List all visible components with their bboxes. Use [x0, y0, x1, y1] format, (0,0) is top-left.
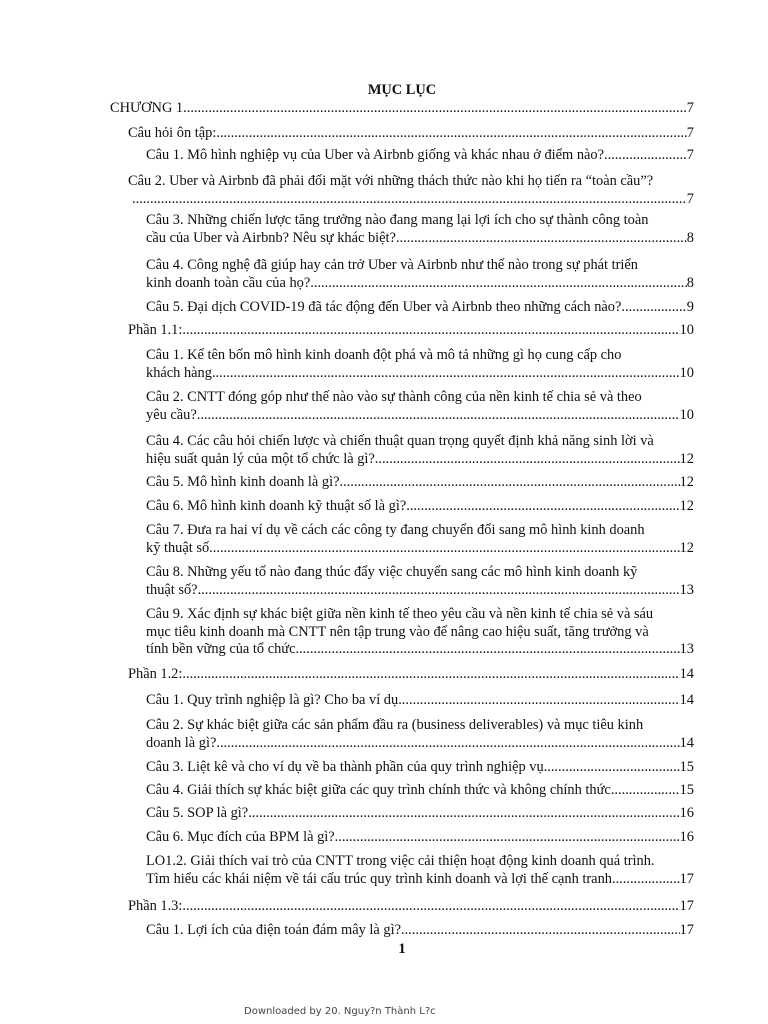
toc-entry-leader-line	[146, 275, 694, 293]
toc-entry[interactable]	[146, 717, 694, 752]
toc-entry-leader-line	[146, 829, 694, 847]
dot-leader	[198, 582, 680, 600]
toc-entry[interactable]	[146, 853, 694, 888]
toc-entry-page: 9	[686, 299, 694, 315]
dot-leader	[611, 782, 680, 800]
toc-entry[interactable]	[146, 692, 694, 710]
toc-entry-label: doanh là gì?	[146, 734, 217, 751]
toc-entry-page: 14	[679, 692, 694, 708]
toc-entry[interactable]	[128, 125, 694, 143]
toc-entry-label: Tìm hiểu các khái niệm về tái cấu trúc quy trình kinh doanh và lợi thế cạnh tranh	[146, 870, 612, 887]
download-footer: Downloaded by 20. Nguy?n Thành L?c	[244, 1006, 436, 1017]
toc-entry-page: 12	[679, 498, 694, 514]
toc-entry[interactable]	[128, 322, 694, 340]
toc-entry-text: LO1.2. Giải thích vai trò của CNTT trong việc cải thiện hoạt động kinh doanh quá trình.	[146, 853, 655, 869]
toc-entry-label: Câu 1. Mô hình nghiệp vụ của Uber và Airbnb giống và khác nhau ở điểm nào?	[146, 147, 605, 163]
dot-leader	[339, 474, 679, 492]
toc-entry-label: Câu 6. Mô hình kinh doanh kỹ thuật số là gì?	[146, 498, 407, 514]
toc-entry-text: Câu 9. Xác định sự khác biệt giữa nền kinh tế theo yêu cầu và nền kinh tế chia sẻ và sáu	[146, 606, 654, 622]
toc-entry-leader-line	[146, 735, 694, 753]
toc-entry[interactable]	[146, 782, 694, 800]
toc-entry-page: 14	[679, 666, 694, 682]
toc-entry[interactable]	[146, 759, 694, 777]
dot-leader	[197, 407, 680, 425]
toc-entry-text: Câu 8. Những yếu tố nào đang thúc đẩy việc chuyển sang các mô hình kinh doanh kỹ	[146, 564, 638, 580]
toc-entry[interactable]	[146, 347, 694, 382]
toc-entry-page: 16	[679, 829, 694, 845]
dot-leader	[212, 365, 680, 383]
toc-entry-label: Phần 1.1:	[128, 322, 183, 338]
toc-entry-leader-line	[128, 322, 694, 340]
toc-entry-leader-line	[128, 125, 694, 143]
toc-title: MỤC LỤC	[367, 82, 437, 98]
toc-entry-text: Câu 1. Kể tên bốn mô hình kinh doanh đột phá và mô tả những gì họ cung cấp cho	[146, 347, 622, 363]
toc-entry-leader-line	[146, 540, 694, 558]
toc-entry-text: Câu 7. Đưa ra hai ví dụ về cách các công ty đang chuyển đổi sang mô hình kinh doanh	[146, 522, 645, 538]
toc-entry-label: Phần 1.3:	[128, 898, 183, 914]
toc-entry-label: Câu 5. Đại dịch COVID-19 đã tác động đến Uber và Airbnb theo những cách nào?	[146, 299, 622, 315]
toc-entry-page: 17	[679, 898, 694, 914]
toc-entry-leader-line	[146, 299, 694, 317]
toc-entry-label: kinh doanh toàn cầu của họ?	[146, 274, 311, 291]
toc-entry-label: Phần 1.2:	[128, 666, 183, 682]
toc-entry-page: 7	[686, 125, 694, 141]
dot-leader	[248, 805, 679, 823]
toc-entry-page: 12	[679, 450, 694, 467]
toc-entry-label: Câu 5. Mô hình kinh doanh là gì?	[146, 474, 340, 490]
toc-entry-leader-line	[146, 147, 694, 165]
toc-entry[interactable]	[146, 829, 694, 847]
dot-leader	[209, 540, 679, 558]
toc-entry[interactable]	[146, 498, 694, 516]
toc-entry-label: thuật số?	[146, 581, 198, 598]
toc-entry[interactable]	[146, 805, 694, 823]
toc-entry-text: Câu 4. Các câu hỏi chiến lược và chiến thuật quan trọng quyết định khả năng sinh lời và	[146, 433, 654, 449]
dot-leader	[310, 275, 687, 293]
toc-entry[interactable]	[146, 299, 694, 317]
dot-leader	[398, 692, 679, 710]
toc-entry-text: mục tiêu kinh doanh mà CNTT nên tập trung vào để nâng cao hiệu suất, tăng trưởng và	[146, 623, 649, 640]
toc-entry-label: khách hàng	[146, 364, 212, 381]
toc-entry-label: CHƯƠNG 1.	[110, 100, 187, 116]
toc-entry[interactable]	[128, 666, 694, 684]
toc-entry-leader-line	[146, 582, 694, 600]
toc-entry[interactable]	[146, 257, 694, 292]
toc-entry-text: Câu 2. CNTT đóng góp như thế nào vào sự thành công của nền kinh tế chia sẻ và theo	[146, 389, 642, 405]
toc-entry-page: 7	[686, 147, 694, 163]
toc-entry-text: Câu 2. Uber và Airbnb đã phải đối mặt với những thách thức nào khi họ tiến ra “toàn cầu”?	[128, 173, 654, 189]
toc-entry-page: 7	[686, 100, 694, 116]
toc-entry-page: 12	[679, 539, 694, 556]
toc-entry[interactable]	[146, 212, 694, 247]
toc-entry-text: Câu 3. Những chiến lược tăng trưởng nào đang mang lại lợi ích cho sự thành công toàn	[146, 212, 649, 228]
toc-entry-page: 17	[679, 922, 694, 938]
toc-entry-label: Câu 4. Giải thích sự khác biệt giữa các quy trình chính thức và không chính thức	[146, 782, 611, 798]
dot-leader	[406, 498, 679, 516]
toc-entry[interactable]	[146, 522, 694, 557]
toc-entry[interactable]	[146, 606, 694, 659]
toc-entry-label: hiệu suất quản lý của một tổ chức là gì?	[146, 450, 375, 467]
dot-leader	[182, 666, 679, 684]
toc-entry-label: Câu 1. Lợi ích của điện toán đám mây là gì?	[146, 922, 401, 938]
dot-leader	[621, 299, 686, 317]
toc-entry[interactable]	[146, 433, 694, 468]
toc-entry-page: 17	[679, 870, 694, 887]
toc-entry-page: 15	[679, 759, 694, 775]
toc-entry-leader-line	[146, 230, 694, 248]
toc-entry-leader-line	[146, 474, 694, 492]
toc-entry-leader-line	[146, 365, 694, 383]
toc-entry[interactable]	[146, 922, 694, 940]
dot-leader	[544, 759, 680, 777]
dot-leader	[187, 100, 687, 118]
toc-entry-label: yêu cầu?	[146, 406, 197, 423]
toc-entry-leader-line	[146, 922, 694, 940]
toc-entry-page: 8	[686, 274, 694, 291]
toc-entry-leader-line	[128, 666, 694, 684]
toc-entry-label: kỹ thuật số	[146, 539, 210, 556]
toc-entry-leader-line	[146, 407, 694, 425]
toc-entry-page: 10	[679, 322, 694, 338]
toc-entry-label: Câu 1. Quy trình nghiệp là gì? Cho ba ví dụ	[146, 692, 399, 708]
toc-entry-page: 13	[679, 641, 694, 657]
dot-leader	[335, 829, 680, 847]
toc-entry[interactable]	[110, 100, 694, 118]
toc-entry-page: 16	[679, 805, 694, 821]
toc-entry[interactable]	[128, 173, 694, 208]
toc-entry-text: Câu 4. Công nghệ đã giúp hay cản trở Uber và Airbnb như thế nào trong sự phát triển	[146, 257, 639, 273]
toc-entry-page: 10	[679, 364, 694, 381]
dot-leader	[216, 735, 679, 753]
toc-entry-leader-line	[146, 805, 694, 823]
toc-entry-leader-line	[132, 191, 694, 209]
toc-entry-leader-line	[146, 759, 694, 777]
toc-entry-page: 7	[686, 190, 694, 207]
toc-entry-leader-line	[146, 871, 694, 889]
dot-leader	[375, 451, 680, 469]
toc-entry[interactable]	[128, 898, 694, 916]
toc-entry-page: 15	[679, 782, 694, 798]
dot-leader	[401, 922, 680, 940]
toc-entry-page: 14	[679, 734, 694, 751]
dot-leader	[612, 871, 680, 889]
toc-entry-text: Câu 2. Sự khác biệt giữa các sản phẩm đầu ra (business deliverables) và mục tiêu kinh	[146, 717, 644, 733]
dot-leader	[604, 147, 687, 165]
dot-leader	[216, 125, 686, 143]
toc-entry-leader-line	[146, 782, 694, 800]
dot-leader	[295, 641, 679, 659]
toc-entry-label: Câu 5. SOP là gì?	[146, 805, 249, 821]
dot-leader	[182, 322, 679, 340]
dot-leader	[132, 191, 687, 209]
toc-entry[interactable]	[146, 474, 694, 492]
toc-entry-label: Câu 6. Mục đích của BPM là gì?	[146, 829, 335, 845]
toc-entry-leader-line	[110, 100, 694, 118]
toc-entry-leader-line	[146, 641, 694, 659]
toc-entry-page: 12	[679, 474, 694, 490]
toc-entry-leader-line	[146, 692, 694, 710]
toc-entry-page: 13	[679, 581, 694, 598]
toc-entry-leader-line	[128, 898, 694, 916]
toc-entry-leader-line	[146, 498, 694, 516]
toc-entry-label: Câu 3. Liệt kê và cho ví dụ về ba thành phần của quy trình nghiệp vụ	[146, 759, 544, 775]
toc-entry-label: cầu của Uber và Airbnb? Nêu sự khác biệt?	[146, 229, 396, 246]
toc-entry-page: 8	[686, 229, 694, 246]
toc-entry[interactable]	[146, 564, 694, 599]
toc-entry-page: 10	[679, 406, 694, 423]
toc-entry[interactable]	[146, 389, 694, 424]
toc-entry-label: Câu hỏi ôn tập:	[128, 125, 217, 141]
page-number: 1	[398, 941, 406, 957]
dot-leader	[396, 230, 687, 248]
dot-leader	[182, 898, 679, 916]
toc-entry-label: tính bền vững của tổ chức	[146, 641, 296, 657]
toc-entry-leader-line	[146, 451, 694, 469]
toc-entry[interactable]	[146, 147, 694, 165]
